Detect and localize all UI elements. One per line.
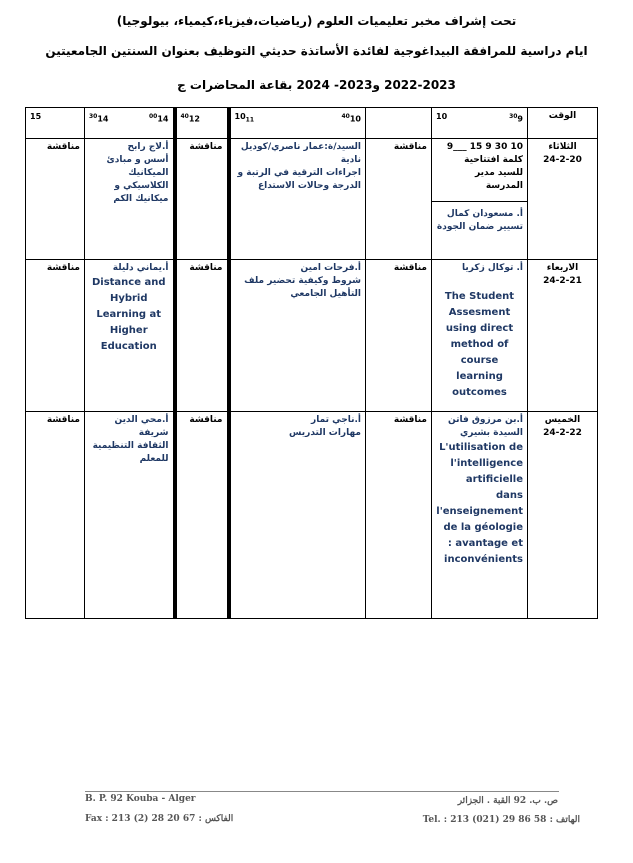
schedule-table [25, 107, 598, 619]
footer-tel: Tel. : 213 (021) 29 86 58 : الهاتف [422, 815, 580, 825]
footer-divider [85, 791, 559, 792]
discussion-cell: مناقشة [175, 260, 229, 411]
table-row [26, 260, 598, 411]
table-header-row [26, 108, 598, 139]
header-line-1: تحت إشراف مخبر تعليميات العلوم (رياضيات،فيزياء،كيمياء، بيولوجيا) [116, 14, 517, 28]
time-slot-4: $^{30}$14 $^{00}$14 [85, 108, 175, 139]
session-cell: أ.فرحات امين شروط وكيفية تحضير ملف التأهيل الجامعي [229, 260, 366, 411]
session-cell: 9___ 15 9 30 10 كلمة افتتاحية للسيد مدير المدرسة أ. مسعودان كمال تسيير ضمان الجودة [432, 139, 528, 260]
footer-address-ar: ص. ب. 92 القبة . الجزائر [457, 796, 558, 806]
discussion-cell: مناقشة [26, 411, 85, 618]
discussion-cell: مناقشة [26, 260, 85, 411]
time-slot-1: 10 $^{30}$9 [432, 108, 528, 139]
header-line-3: 2022-2023 و2023- 2024 بقاعة المحاضرات ج [177, 78, 456, 92]
table-row [26, 139, 598, 260]
table-row [26, 411, 598, 618]
time-slot-2: $10_{11}$ $^{40}$10 [229, 108, 366, 139]
session-cell: السيد/ة:عمار ناصري/كوديل نادية اجراءات الترقية في الرتبة و الدرجة وحالات الاستداع [229, 139, 366, 260]
discussion-cell: مناقشة [366, 139, 432, 260]
time-header: الوقت [528, 108, 598, 139]
footer-fax: Fax : 213 (2) 28 20 67 : الفاكس [85, 814, 234, 824]
session-cell: أ.ناجي تمار مهارات التدريس [229, 411, 366, 618]
session-cell: أ.بن مرزوق فاتن السيدة بشيري L'utilisation de l'intelligence artificielle dans l'enseignement de la géologie : avantage et inconvénients [432, 411, 528, 618]
session-cell: أ.لاج رابح أسس و مبادئ الميكانيك الكلاسيكي و ميكانيك الكم [85, 139, 175, 260]
day-cell: الثلاثاء 24-2-20 [528, 139, 598, 260]
time-slot-3: $^{40}$12 [175, 108, 229, 139]
day-cell: الاربعاء 24-2-21 [528, 260, 598, 411]
header-line-2: ايام دراسية للمرافقة البيداغوجية لفائدة الأساتذة حديثي التوظيف بعنوان السنتين الجامعيتين [45, 44, 588, 58]
session-cell: أ. توكال زكريا The Student Assesment using direct method of course learning outcomes [432, 260, 528, 411]
discussion-cell: مناقشة [175, 411, 229, 618]
session-cell: أ.يماني دليلة Distance and Hybrid Learning at Higher Education [85, 260, 175, 411]
discussion-cell: مناقشة [175, 139, 229, 260]
footer-address-fr: B. P. 92 Kouba - Alger [85, 794, 196, 804]
time-slot-5: 15 [26, 108, 85, 139]
discussion-cell: مناقشة [366, 260, 432, 411]
day-cell: الخميس 24-2-22 [528, 411, 598, 618]
session-cell: أ.محي الدين شريفة الثقافة التنظيمية للمعلم [85, 411, 175, 618]
discussion-cell: مناقشة [26, 139, 85, 260]
time-slot-discussion-1 [366, 108, 432, 139]
discussion-cell: مناقشة [366, 411, 432, 618]
